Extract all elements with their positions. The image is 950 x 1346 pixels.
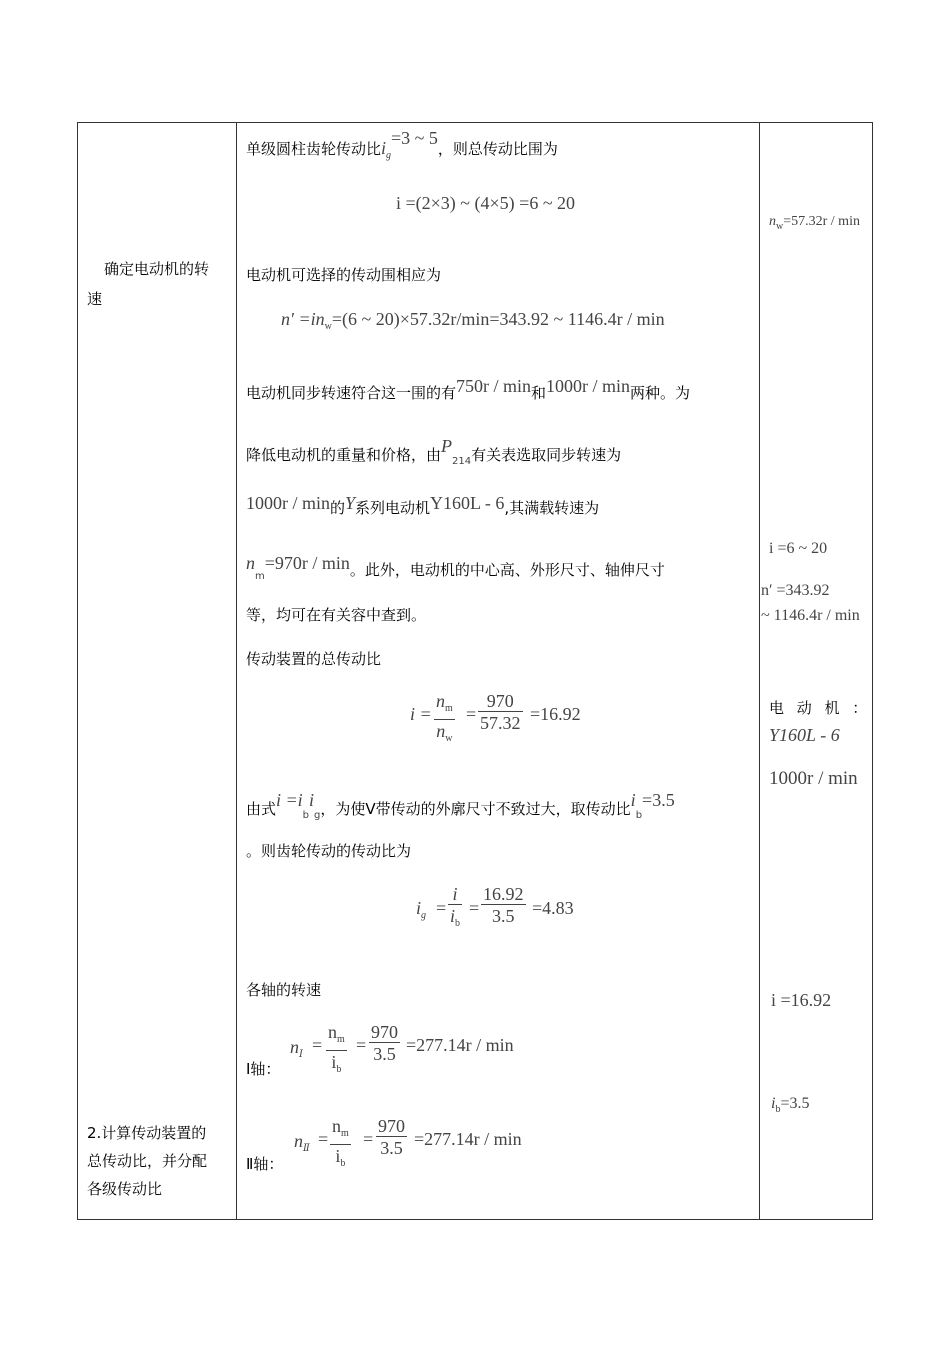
para-full-load-speed: $n_m=970r / \min$。此外，电动机的中心高、外形尺寸、轴伸尺寸 <box>246 553 665 582</box>
para-dimensions: 等，均可在有关容中查到。 <box>246 606 427 624</box>
section1-label-line1: 确定电动机的转 <box>104 260 210 278</box>
axis2-label: Ⅱ轴： <box>246 1155 284 1173</box>
eq4-rhs: =4.83 <box>532 898 574 918</box>
eq6-equals-2: = <box>363 1129 374 1149</box>
para-select-motor: 1000r / min的Y系列电动机Y160L - 6,其满载转速为 <box>246 493 600 517</box>
para-reduce-weight: 降低电动机的重量和价格，由$P_{214}$有关表选取同步转速为 <box>246 436 622 467</box>
result-motor-label: 电 动 机 ： <box>769 699 872 717</box>
section1-label-line2: 速 <box>87 290 103 308</box>
eq3-rhs: =16.92 <box>530 704 581 724</box>
result-speed-range-line2: ~ 1146.4r / min <box>761 607 860 624</box>
column-divider-right <box>759 122 760 1220</box>
eq3-fraction-1: $n_m$ $n_w$ <box>436 691 453 744</box>
result-motor-model: Y160L - 6 <box>769 725 840 745</box>
axis1-label: Ⅰ轴： <box>246 1060 281 1078</box>
para-gear-ratio: 单级圆柱齿轮传动比$i_g=3$ ~ 5，则总传动比围为 <box>246 128 558 161</box>
eq4-fraction-2: 16.92 3.5 <box>483 884 524 926</box>
result-total-ratio-range: i =6 ~ 20 <box>769 540 828 557</box>
eq6-fraction-1: $n_m$ $i_b$ <box>332 1116 349 1169</box>
para-gear-ratio-heading: 。则齿轮传动的传动比为 <box>246 842 412 860</box>
ig-symbol: $i_g$ <box>381 138 392 161</box>
eq-total-ratio-range: i =(2×3) ~ (4×5) =6 ~ 20 <box>396 193 576 213</box>
eq5-lhs: $n_Ⅰ$ <box>290 1037 303 1060</box>
eq5-fraction-2: 970 3.5 <box>371 1022 398 1064</box>
result-total-ratio: i =16.92 <box>771 990 832 1010</box>
section2-label-line2: 总传动比，并分配 <box>87 1152 208 1170</box>
result-speed-range-line1: n′ =343.92 <box>761 582 830 599</box>
eq3-lhs: i = <box>410 704 432 724</box>
eq-motor-speed-range: $n' =in_w=(6$ ~ 20)×57.32r/min=343.92 ~ 1146.4r / min <box>281 309 665 332</box>
para-motor-range: 电动机可选择的传动围相应为 <box>246 266 442 284</box>
eq3-equals: = <box>466 704 477 724</box>
eq3-fraction-2: 970 57.32 <box>480 691 521 733</box>
result-nw: $n_w=57.32r / \min$ <box>769 214 860 232</box>
section2-label-line1: 2.计算传动装置的 <box>87 1124 207 1142</box>
result-belt-ratio: $i_b=3.5$ <box>771 1095 810 1115</box>
section2-label-line3: 各级传动比 <box>87 1180 163 1198</box>
para-sync-speeds: 电动机同步转速符合这一围的有750r / min和1000r / min两种。为 <box>246 376 691 402</box>
eq4-equals-2: = <box>469 898 480 918</box>
eq5-fraction-1: $n_m$ $i_b$ <box>328 1022 345 1075</box>
eq6-fraction-2: 970 3.5 <box>378 1116 405 1158</box>
eq4-lhs: $i_g$ <box>416 898 427 921</box>
eq6-lhs: $n_Ⅱ$ <box>294 1131 310 1154</box>
eq4-equals-1: = <box>436 898 447 918</box>
eq6-equals-1: = <box>318 1129 329 1149</box>
eq5-equals-1: = <box>312 1035 323 1055</box>
eq6-rhs: =277.14r / min <box>414 1129 522 1149</box>
para-shaft-speeds: 各轴的转速 <box>246 981 322 999</box>
eq5-rhs: =277.14r / min <box>406 1035 514 1055</box>
eq4-fraction-1: i $i_b$ <box>450 884 461 929</box>
para-total-ratio-heading: 传动装置的总传动比 <box>246 650 382 668</box>
result-motor-speed: 1000r / min <box>769 768 858 789</box>
eq5-equals-2: = <box>356 1035 367 1055</box>
column-divider-left <box>236 122 237 1220</box>
para-ratio-split: 由式$i =i_bi_g$，为使Ⅴ带传动的外廓尺寸不致过大，取传动比$i_b=3.5$ <box>246 790 675 821</box>
